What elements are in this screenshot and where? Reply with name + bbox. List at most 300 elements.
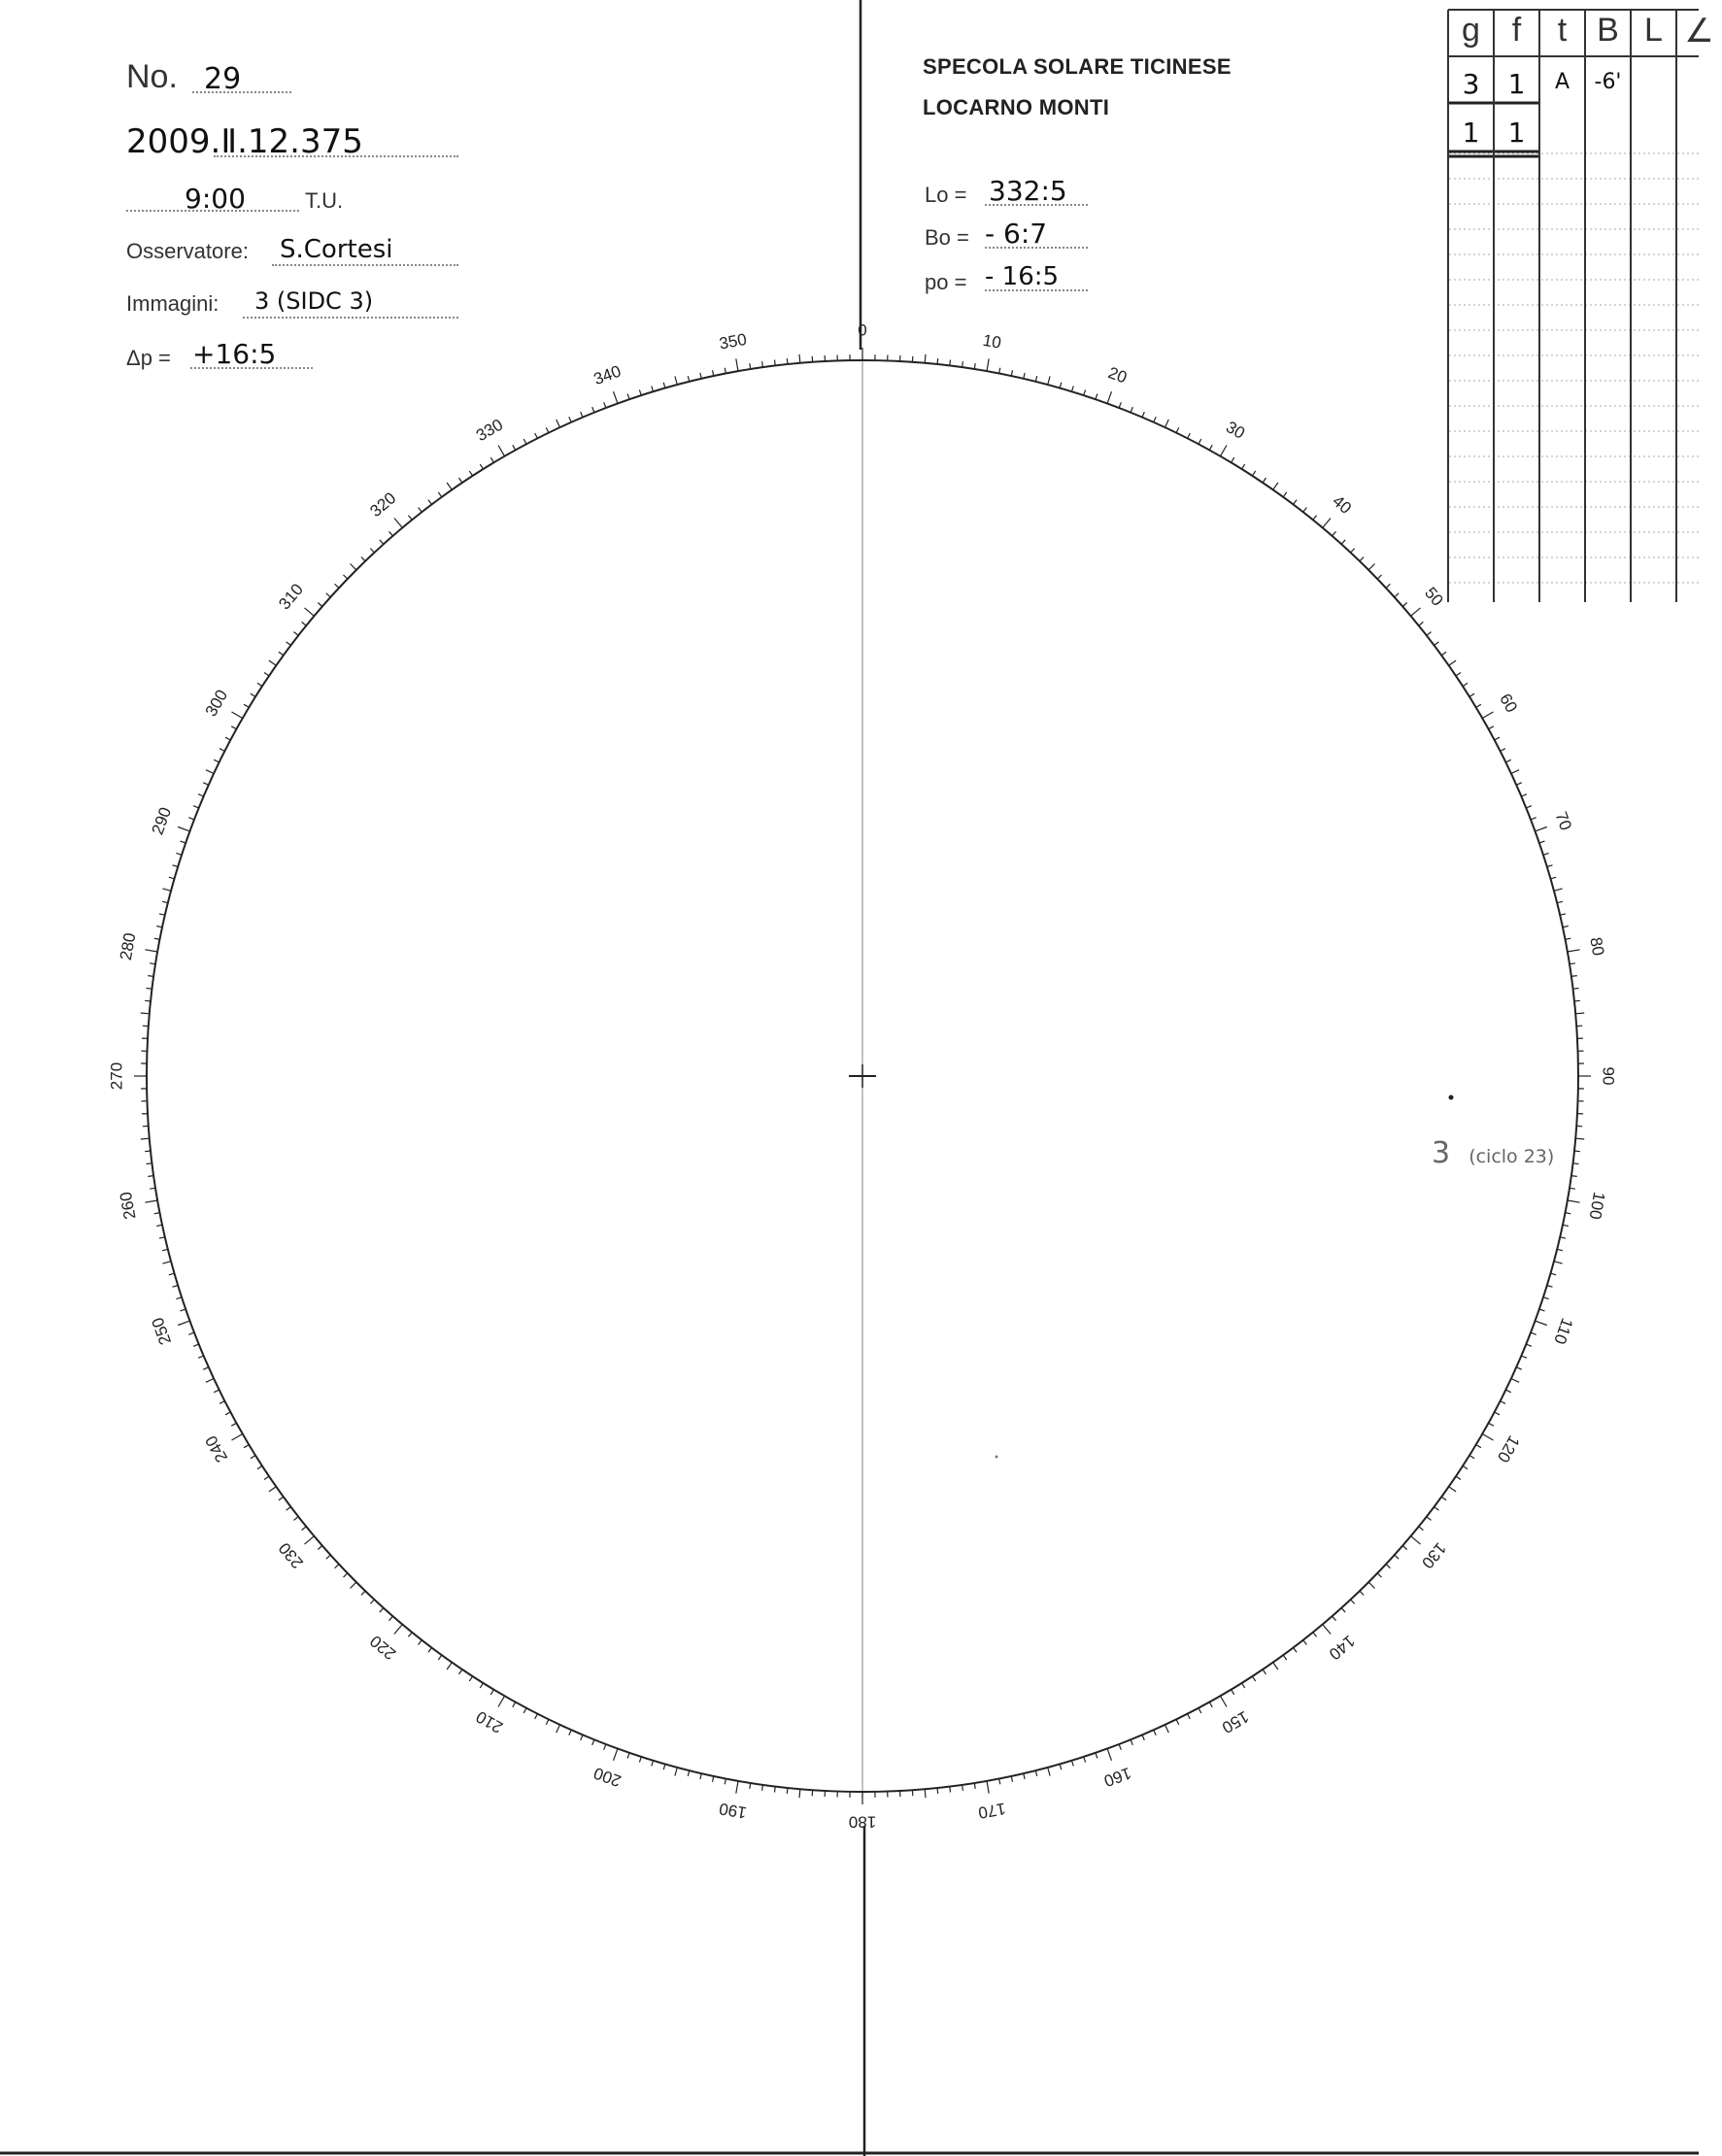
scale-tick [438,492,442,497]
scale-tick [302,1527,307,1531]
scale-tick [1476,704,1481,707]
scale-tick [546,427,549,432]
scale-tick [962,1785,963,1791]
scale-tick [1427,632,1432,636]
group-annotation [1432,1136,1554,1170]
scale-tick [1242,464,1245,469]
scale-tick [176,1297,182,1299]
scale-tick [269,1487,276,1492]
scale-tick [490,1690,493,1695]
scale-tick [1482,712,1493,719]
scale-tick [389,531,393,536]
observatory-location: LOCARNO MONTI [923,95,1110,119]
scale-tick [1048,376,1050,385]
scale-tick [394,519,402,528]
scale-tick [1427,1517,1432,1521]
scale-tick [1252,471,1255,476]
scale-tick [162,1262,171,1263]
scale-label-290: 290 [148,804,176,837]
scale-tick [225,1412,230,1415]
scale-tick [736,1781,738,1794]
scale-tick [147,1163,152,1164]
scale-tick [219,749,224,752]
scale-tick [523,1708,526,1713]
scale-tick [1072,1761,1074,1767]
scale-tick [1574,1000,1580,1001]
scale-tick [1469,1456,1474,1459]
scale-label-20: 20 [1105,363,1130,387]
scale-tick [1482,1434,1493,1441]
scale-tick [1084,1757,1086,1763]
scale-tick [1554,1262,1563,1263]
scale-tick [1550,1273,1556,1275]
observatory-name: SPECOLA SOLARE TICINESE [923,54,1232,79]
scale-tick [232,712,243,719]
row2-g: 1 [1462,117,1480,149]
scale-tick [1242,1683,1245,1688]
scale-tick [214,759,219,762]
group-annotation-number: 3 [1432,1136,1451,1170]
scale-tick [1557,901,1563,902]
scale-label-160: 160 [1101,1763,1134,1791]
scale-label-250: 250 [148,1315,176,1348]
scale-tick [1060,383,1062,388]
scale-tick [326,593,331,597]
scale-tick [614,1749,618,1761]
scale-tick [1511,1379,1519,1383]
group-annotation-cycle: (ciclo 23) [1469,1146,1555,1167]
scale-tick [1119,402,1121,408]
scale-tick [279,1497,284,1500]
scale-tick [181,1309,186,1311]
scale-tick [1495,737,1500,740]
scale-tick [361,1591,365,1595]
scale-tick [1368,564,1374,570]
observer-value: S.Cortesi [280,235,393,264]
scale-tick [1495,1412,1500,1415]
scale-tick [1188,433,1191,438]
scale-label-10: 10 [981,330,1003,353]
col-header-l: L [1644,12,1663,49]
row1-g: 3 [1462,68,1480,100]
scale-tick [264,673,269,676]
scale-tick [1188,1714,1191,1719]
scale-tick [1469,693,1474,696]
scale-tick [1283,492,1287,497]
scale-tick [203,783,209,785]
row1-f: 1 [1507,68,1526,100]
scale-tick [294,1517,299,1521]
scale-tick [1011,370,1012,376]
scale-tick [344,575,348,579]
scale-tick [950,360,951,366]
scale-tick [1252,1676,1255,1681]
delta-p-value: +16:5 [192,338,277,370]
scale-tick [1411,608,1421,616]
col-header-angle: ∠ [1684,13,1714,50]
scale-tick [787,1788,788,1794]
scale-tick [1563,1225,1569,1226]
scale-tick [713,370,714,376]
scale-tick [1351,1600,1355,1603]
b0-value: - 6:7 [985,218,1048,250]
scale-label-220: 220 [366,1631,400,1664]
scale-tick [244,1445,249,1448]
scale-tick [513,1702,516,1707]
scale-tick [162,889,171,891]
scale-tick [206,1379,214,1383]
scale-tick [1119,1744,1121,1750]
scale-tick [1283,1655,1287,1660]
scale-tick [535,433,538,438]
scale-tick [380,1608,384,1613]
scale-tick [244,704,249,707]
scale-tick [279,652,284,656]
scale-tick [203,1367,209,1369]
scale-tick [1449,660,1456,665]
scale-tick [176,853,182,855]
scale-tick [1035,1770,1036,1776]
scale-tick [1560,914,1566,915]
scale-tick [937,358,938,364]
col-header-b: B [1597,12,1619,49]
scale-tick [1521,1356,1527,1358]
scale-tick [1557,1249,1563,1250]
scale-tick [1313,516,1317,521]
scale-tick [1303,508,1307,513]
scale-tick [1463,1465,1468,1468]
scale-tick [335,1565,339,1568]
scale-tick [1273,1663,1278,1669]
scale-tick [1395,1555,1400,1559]
time-unit: T.U. [305,188,344,213]
scale-tick [787,358,788,364]
number-value: 29 [204,62,242,96]
scale-tick [1505,759,1510,762]
col-header-f: f [1511,12,1522,49]
images-value: 3 (SIDC 3) [254,287,374,315]
scale-tick [1232,457,1234,462]
scale-tick [361,557,365,561]
scale-tick [1563,926,1569,927]
row1-b: -6' [1594,70,1622,94]
scale-tick [145,1000,151,1001]
scale-tick [351,1582,356,1588]
scale-tick [1096,1753,1097,1759]
scale-tick [1377,575,1381,579]
scale-tick [428,1648,432,1653]
scale-tick [193,1344,199,1346]
scale-tick [162,1249,168,1250]
scale-tick [1199,439,1201,444]
scale-tick [408,516,412,521]
scale-tick [1154,1730,1156,1735]
scale-tick [1395,593,1400,597]
scale-tick [1313,1633,1317,1637]
scale-tick [469,471,472,476]
scale-tick [1333,1616,1336,1621]
scale-tick [1566,1213,1571,1214]
scale-tick [1341,540,1345,545]
scale-tick [652,387,654,392]
time-value: 9:00 [185,183,246,215]
scale-tick [419,508,422,513]
scale-tick [1360,557,1364,561]
scale-tick [498,1696,505,1706]
scale-tick [225,737,230,740]
scale-tick [318,1546,322,1550]
scale-tick [156,1225,162,1226]
scale-tick [480,464,483,469]
scale-tick [147,989,152,990]
scale-label-50: 50 [1421,583,1447,610]
scale-tick [987,1781,989,1794]
scale-tick [459,1669,462,1674]
scale-tick [1368,1582,1374,1588]
scale-tick [775,360,776,366]
scale-tick [1060,1764,1062,1769]
scale-tick [1543,853,1549,855]
l0-value: 332:5 [989,175,1067,207]
scale-tick [154,938,160,939]
scale-tick [1543,1297,1549,1299]
scale-label-200: 200 [591,1763,624,1791]
scale-label-330: 330 [472,415,507,446]
scale-tick [925,1789,926,1798]
scale-tick [318,603,322,607]
scale-label-270: 270 [107,1061,126,1091]
scale-tick [1441,652,1446,656]
scale-tick [1463,683,1468,686]
scale-tick [1402,603,1407,607]
scale-tick [1571,1176,1577,1177]
scale-tick [394,1625,402,1634]
scale-label-150: 150 [1218,1706,1253,1737]
scale-tick [294,632,299,636]
scale-label-280: 280 [116,931,140,962]
scale-tick [987,358,989,371]
scale-tick [1526,1344,1532,1346]
scale-tick [1516,783,1522,785]
scale-tick [652,1761,654,1767]
scale-tick [257,683,262,686]
scale-tick [148,1176,153,1177]
scale-tick [592,1739,594,1745]
scale-tick [173,1286,179,1288]
scale-tick [188,818,194,820]
scale-tick [251,693,255,696]
scale-tick [1539,1309,1545,1311]
scale-tick [569,417,571,422]
scale-label-210: 210 [472,1706,507,1737]
scale-tick [700,1773,701,1779]
scale-tick [219,1401,224,1404]
scale-tick [326,1555,331,1559]
scale-tick [159,914,165,915]
scale-label-260: 260 [116,1190,140,1221]
scale-tick [287,642,291,646]
spot-mark [1449,1095,1454,1100]
scale-tick [1476,1445,1481,1448]
scale-tick [1516,1367,1522,1369]
scale-label-190: 190 [718,1799,749,1823]
scale-tick [1107,1749,1111,1761]
scale-tick [1273,483,1278,489]
scale-tick [1419,622,1424,625]
scale-tick [1511,770,1519,774]
number-label: No. [126,58,178,95]
scale-tick [639,1757,641,1763]
scale-label-350: 350 [718,329,749,354]
scale-tick [1107,391,1111,403]
scale-tick [762,1785,763,1791]
scale-tick [762,361,763,367]
scale-tick [145,950,157,952]
scale-tick [1574,1151,1580,1152]
scale-tick [148,976,153,977]
scale-tick [1351,549,1355,553]
scale-tick [1263,1669,1266,1674]
scale-tick [257,1465,262,1468]
p0-label: po = [925,270,967,294]
scale-tick [1096,394,1097,400]
scale-tick [1402,1546,1407,1550]
scale-tick [264,1476,269,1479]
scale-label-70: 70 [1551,809,1575,833]
scale-tick [1176,1719,1179,1724]
scale-label-60: 60 [1496,691,1522,716]
scale-tick [498,446,505,456]
scale-tick [1573,989,1579,990]
scale-tick [214,1390,219,1393]
scale-tick [305,1536,315,1544]
scale-tick [1419,1527,1424,1531]
scale-tick [1048,1768,1050,1776]
scale-tick [688,1770,689,1776]
col-header-g: g [1462,12,1480,49]
scale-tick [188,1332,194,1334]
scale-tick [1531,1332,1536,1334]
scale-tick [173,865,179,867]
scale-tick [287,1507,291,1511]
scale-tick [799,1789,800,1798]
scale-tick [1377,1573,1381,1577]
scale-label-170: 170 [976,1799,1007,1823]
scale-tick [999,1779,1000,1785]
scale-tick [1011,1776,1012,1782]
scale-label-0: 0 [858,320,867,340]
scale-tick [1526,806,1532,808]
scale-label-110: 110 [1550,1315,1577,1347]
scale-tick [1154,417,1156,422]
scale-label-310: 310 [275,580,308,614]
scale-tick [1333,531,1336,536]
scale-tick [438,1655,442,1660]
scale-tick [305,608,315,616]
scale-label-100: 100 [1585,1190,1609,1221]
scale-tick [592,407,594,413]
scale-tick [999,368,1000,374]
scale-tick [447,483,452,489]
scale-tick [145,1200,157,1202]
scale-label-180: 180 [848,1812,877,1832]
scale-tick [581,1735,583,1740]
scale-tick [419,1640,422,1645]
b0-label: Bo = [925,225,969,250]
scale-tick [231,726,236,729]
scale-tick [370,549,374,553]
scale-tick [1176,427,1179,432]
scale-tick [675,376,677,385]
col-header-t: t [1557,12,1568,49]
scale-tick [1199,1708,1201,1713]
scale-tick [1323,519,1331,528]
scale-tick [232,1434,243,1441]
scale-tick [604,402,606,408]
scale-tick [408,1633,412,1637]
scale-tick [145,1151,151,1152]
scale-tick [736,358,738,371]
scale-tick [962,361,963,367]
scale-tick [1501,1401,1505,1404]
scale-tick [581,412,583,418]
scale-label-40: 40 [1329,491,1356,518]
scale-tick [627,1753,629,1759]
scale-tick [178,1321,189,1325]
scale-tick [1568,1200,1580,1202]
scale-tick [1560,1237,1566,1238]
scale-tick [1501,749,1505,752]
scale-tick [1084,389,1086,395]
scale-tick [459,478,462,483]
scale-tick [1505,1390,1510,1393]
images-label: Immagini: [126,291,219,316]
scale-tick [614,391,618,403]
scale-tick [1539,841,1545,843]
scale-tick [700,373,701,379]
scale-tick [169,877,175,879]
scale-tick [335,584,339,588]
p0-value: - 16:5 [985,262,1060,291]
scale-tick [490,457,493,462]
scale-tick [546,1719,549,1724]
row2-f: 1 [1507,117,1526,149]
scale-tick [557,1725,560,1733]
scale-tick [1435,642,1439,646]
scale-tick [688,376,689,382]
faint-mark [996,1456,998,1459]
delta-p-label: Δp = [126,346,171,370]
scale-tick [950,1787,951,1793]
scale-tick [1341,1608,1345,1613]
scale-label-80: 80 [1586,935,1608,958]
scale-tick [1221,446,1228,456]
scale-tick [937,1788,938,1794]
scale-tick [1536,827,1547,831]
scale-tick [1554,889,1563,891]
scale-tick [1360,1591,1364,1595]
scale-tick [1024,373,1025,379]
scale-tick [302,622,307,625]
scale-tick [1209,1702,1212,1707]
scale-tick [1449,1487,1456,1492]
scale-tick [535,1714,538,1719]
scale-tick [1575,1138,1584,1139]
l0-label: Lo = [925,183,967,207]
scale-tick [198,1356,204,1358]
scale-label-90: 90 [1599,1066,1618,1086]
scale-tick [169,1273,175,1275]
